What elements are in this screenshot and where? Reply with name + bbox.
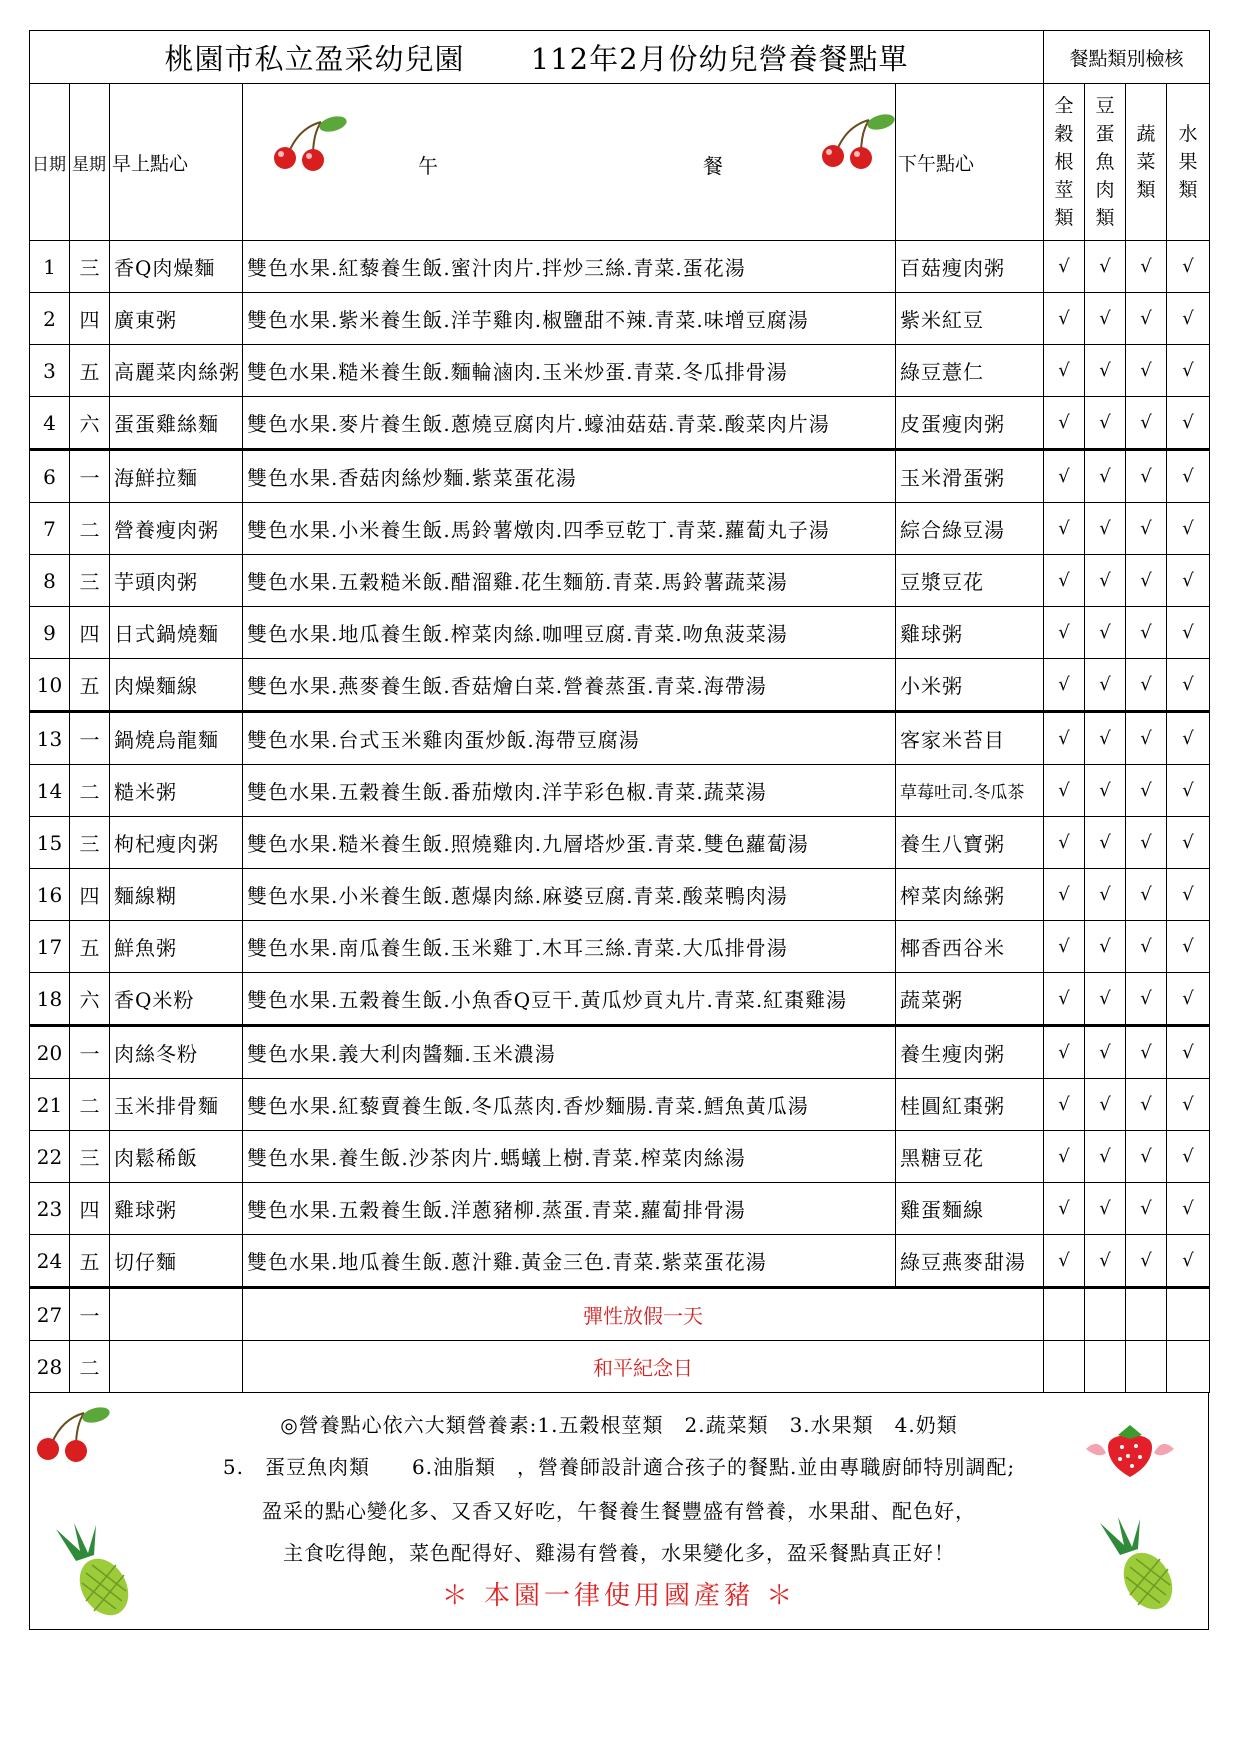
header-lunch-right: 餐 — [703, 154, 723, 178]
table-row — [30, 659, 1210, 712]
row-check-mark: √ — [1085, 765, 1126, 817]
row-lunch: 雙色水果.糙米養生飯.照燒雞肉.九層塔炒蛋.青菜.雙色蘿蔔湯 — [243, 817, 896, 869]
row-check-mark: √ — [1167, 1183, 1210, 1235]
row-check-mark: √ — [1167, 1079, 1210, 1131]
row-check-mark: √ — [1085, 1079, 1126, 1131]
row-check-mark: √ — [1126, 503, 1167, 555]
row-morning-snack: 香Q肉燥麵 — [110, 241, 243, 293]
row-check-mark: √ — [1167, 607, 1210, 659]
row-check-mark: √ — [1167, 1026, 1210, 1079]
row-afternoon-snack: 蔬菜粥 — [896, 973, 1044, 1026]
pineapple-icon — [46, 1521, 136, 1621]
table-row — [30, 712, 1210, 765]
row-morning-snack: 切仔麵 — [110, 1235, 243, 1288]
row-date: 20 — [30, 1026, 70, 1079]
row-check-mark: √ — [1085, 555, 1126, 607]
menu-table — [29, 30, 1210, 1393]
row-lunch: 雙色水果.五穀養生飯.番茄燉肉.洋芋彩色椒.青菜.蔬菜湯 — [243, 765, 896, 817]
row-date: 2 — [30, 293, 70, 345]
row-check-empty — [1167, 1288, 1210, 1341]
row-check-mark: √ — [1126, 1131, 1167, 1183]
row-morning-snack: 枸杞瘦肉粥 — [110, 817, 243, 869]
row-morning-snack — [110, 1341, 243, 1393]
row-lunch: 雙色水果.紫米養生飯.洋芋雞肉.椒鹽甜不辣.青菜.味增豆腐湯 — [243, 293, 896, 345]
row-check-mark: √ — [1085, 397, 1126, 450]
row-afternoon-snack: 百菇瘦肉粥 — [896, 241, 1044, 293]
row-lunch: 雙色水果.糙米養生飯.麵輪滷肉.玉米炒蛋.青菜.冬瓜排骨湯 — [243, 345, 896, 397]
row-weekday: 三 — [70, 555, 110, 607]
table-row — [30, 973, 1210, 1026]
footer-line-3: 盈采的點心變化多、又香又好吃，午餐養生餐豐盛有營養，水果甜、配色好， — [262, 1499, 976, 1523]
row-check-mark: √ — [1167, 659, 1210, 712]
table-row — [30, 607, 1210, 659]
row-afternoon-snack: 雞球粥 — [896, 607, 1044, 659]
row-date: 10 — [30, 659, 70, 712]
row-check-empty — [1126, 1341, 1167, 1393]
table-row — [30, 1079, 1210, 1131]
footer-pork-notice: ＊ 本園一律使用國產豬 ＊ — [441, 1581, 797, 1611]
row-weekday: 五 — [70, 921, 110, 973]
header-afternoon: 下午點心 — [896, 84, 1044, 241]
holiday-label: 彈性放假一天 — [243, 1288, 1044, 1341]
row-check-empty — [1167, 1341, 1210, 1393]
row-afternoon-snack: 養生瘦肉粥 — [896, 1026, 1044, 1079]
row-weekday: 三 — [70, 1131, 110, 1183]
row-lunch: 雙色水果.五穀養生飯.洋蔥豬柳.蒸蛋.青菜.蘿蔔排骨湯 — [243, 1183, 896, 1235]
row-weekday: 二 — [70, 503, 110, 555]
row-check-mark: √ — [1044, 397, 1085, 450]
row-date: 9 — [30, 607, 70, 659]
row-morning-snack: 糙米粥 — [110, 765, 243, 817]
row-check-mark: √ — [1044, 659, 1085, 712]
row-check-mark: √ — [1044, 1026, 1085, 1079]
row-afternoon-snack: 黑糖豆花 — [896, 1131, 1044, 1183]
row-check-mark: √ — [1167, 397, 1210, 450]
cherry-icon — [817, 112, 897, 170]
table-row-holiday — [30, 1288, 1210, 1341]
row-lunch: 雙色水果.香菇肉絲炒麵.紫菜蛋花湯 — [243, 450, 896, 503]
row-check-mark: √ — [1126, 712, 1167, 765]
row-weekday: 二 — [70, 1079, 110, 1131]
row-weekday: 五 — [70, 345, 110, 397]
row-date: 8 — [30, 555, 70, 607]
row-morning-snack: 蛋蛋雞絲麵 — [110, 397, 243, 450]
row-afternoon-snack: 榨菜肉絲粥 — [896, 869, 1044, 921]
row-check-mark: √ — [1085, 450, 1126, 503]
row-check-mark: √ — [1085, 293, 1126, 345]
row-check-mark: √ — [1126, 1235, 1167, 1288]
row-morning-snack: 海鮮拉麵 — [110, 450, 243, 503]
row-afternoon-snack: 綠豆薏仁 — [896, 345, 1044, 397]
row-date: 21 — [30, 1079, 70, 1131]
table-row — [30, 241, 1210, 293]
row-check-mark: √ — [1126, 973, 1167, 1026]
row-date: 22 — [30, 1131, 70, 1183]
row-weekday: 六 — [70, 973, 110, 1026]
cherry-icon — [32, 1405, 112, 1463]
table-row — [30, 921, 1210, 973]
school-name: 桃園市私立盈采幼兒園 — [164, 41, 465, 76]
footer-line-4: 主食吃得飽，菜色配得好、雞湯有營養，水果變化多，盈采餐點真正好！ — [283, 1541, 955, 1565]
header-cat-grains: 全 穀 根 莖 類 — [1044, 84, 1085, 241]
row-check-mark: √ — [1085, 345, 1126, 397]
row-morning-snack: 麵線糊 — [110, 869, 243, 921]
cherry-icon — [269, 114, 349, 172]
row-weekday: 二 — [70, 765, 110, 817]
row-date: 27 — [30, 1288, 70, 1341]
row-check-mark: √ — [1044, 1235, 1085, 1288]
row-weekday: 二 — [70, 1341, 110, 1393]
row-afternoon-snack: 草莓吐司.冬瓜茶 — [896, 765, 1044, 817]
row-afternoon-snack: 小米粥 — [896, 659, 1044, 712]
row-afternoon-snack: 玉米滑蛋粥 — [896, 450, 1044, 503]
row-lunch: 雙色水果.小米養生飯.蔥爆肉絲.麻婆豆腐.青菜.酸菜鴨肉湯 — [243, 869, 896, 921]
row-morning-snack: 香Q米粉 — [110, 973, 243, 1026]
row-check-mark: √ — [1167, 869, 1210, 921]
header-date: 日期 — [30, 84, 70, 241]
row-date: 3 — [30, 345, 70, 397]
table-row — [30, 345, 1210, 397]
row-morning-snack: 肉鬆稀飯 — [110, 1131, 243, 1183]
row-weekday: 四 — [70, 869, 110, 921]
row-check-mark: √ — [1126, 869, 1167, 921]
table-row — [30, 869, 1210, 921]
table-row — [30, 817, 1210, 869]
row-check-mark: √ — [1126, 450, 1167, 503]
row-check-mark: √ — [1044, 1183, 1085, 1235]
row-morning-snack: 肉燥麵線 — [110, 659, 243, 712]
row-date: 15 — [30, 817, 70, 869]
header-lunch — [243, 84, 896, 241]
row-check-mark: √ — [1085, 659, 1126, 712]
row-check-mark: √ — [1167, 1235, 1210, 1288]
row-date: 23 — [30, 1183, 70, 1235]
row-check-mark: √ — [1085, 241, 1126, 293]
header-morning: 早上點心 — [110, 84, 243, 241]
row-check-mark: √ — [1167, 1131, 1210, 1183]
row-check-empty — [1085, 1288, 1126, 1341]
table-row — [30, 555, 1210, 607]
row-check-mark: √ — [1085, 921, 1126, 973]
row-date: 18 — [30, 973, 70, 1026]
menu-sheet — [29, 30, 1209, 1630]
row-check-mark: √ — [1167, 345, 1210, 397]
row-morning-snack: 鮮魚粥 — [110, 921, 243, 973]
row-check-mark: √ — [1167, 973, 1210, 1026]
row-date: 7 — [30, 503, 70, 555]
row-lunch: 雙色水果.地瓜養生飯.蔥汁雞.黃金三色.青菜.紫菜蛋花湯 — [243, 1235, 896, 1288]
row-check-mark: √ — [1044, 555, 1085, 607]
row-weekday: 一 — [70, 1026, 110, 1079]
row-afternoon-snack: 紫米紅豆 — [896, 293, 1044, 345]
row-check-empty — [1044, 1341, 1085, 1393]
row-check-mark: √ — [1044, 607, 1085, 659]
row-check-mark: √ — [1126, 1183, 1167, 1235]
row-morning-snack: 玉米排骨麵 — [110, 1079, 243, 1131]
row-check-mark: √ — [1126, 241, 1167, 293]
table-row — [30, 1235, 1210, 1288]
row-morning-snack: 雞球粥 — [110, 1183, 243, 1235]
row-weekday: 四 — [70, 293, 110, 345]
row-morning-snack: 鍋燒烏龍麵 — [110, 712, 243, 765]
row-weekday: 五 — [70, 659, 110, 712]
row-date: 24 — [30, 1235, 70, 1288]
row-weekday: 四 — [70, 607, 110, 659]
row-check-mark: √ — [1085, 1131, 1126, 1183]
row-lunch: 雙色水果.燕麥養生飯.香菇燴白菜.營養蒸蛋.青菜.海帶湯 — [243, 659, 896, 712]
row-afternoon-snack: 綠豆燕麥甜湯 — [896, 1235, 1044, 1288]
row-check-mark: √ — [1044, 712, 1085, 765]
row-check-mark: √ — [1044, 869, 1085, 921]
row-date: 13 — [30, 712, 70, 765]
row-check-mark: √ — [1044, 450, 1085, 503]
header-cat-vegetables: 蔬 菜 類 — [1126, 84, 1167, 241]
row-check-mark: √ — [1044, 1079, 1085, 1131]
menu-rows — [30, 241, 1210, 1393]
row-check-mark: √ — [1167, 241, 1210, 293]
row-check-mark: √ — [1126, 1026, 1167, 1079]
row-check-mark: √ — [1085, 973, 1126, 1026]
row-lunch: 雙色水果.地瓜養生飯.榨菜肉絲.咖哩豆腐.青菜.吻魚菠菜湯 — [243, 607, 896, 659]
row-date: 14 — [30, 765, 70, 817]
row-morning-snack: 芋頭肉粥 — [110, 555, 243, 607]
row-check-mark: √ — [1167, 503, 1210, 555]
row-check-mark: √ — [1044, 503, 1085, 555]
row-check-mark: √ — [1126, 555, 1167, 607]
row-check-mark: √ — [1085, 607, 1126, 659]
row-weekday: 六 — [70, 397, 110, 450]
row-morning-snack: 肉絲冬粉 — [110, 1026, 243, 1079]
table-row — [30, 1183, 1210, 1235]
footer-line-2: 5. 蛋豆魚肉類 6.油脂類 ，營養師設計適合孩子的餐點.並由專職廚師特別調配; — [222, 1455, 1016, 1479]
table-row — [30, 765, 1210, 817]
table-row — [30, 1026, 1210, 1079]
row-lunch: 雙色水果.南瓜養生飯.玉米雞丁.木耳三絲.青菜.大瓜排骨湯 — [243, 921, 896, 973]
row-check-mark: √ — [1126, 659, 1167, 712]
row-date: 1 — [30, 241, 70, 293]
row-lunch: 雙色水果.台式玉米雞肉蛋炒飯.海帶豆腐湯 — [243, 712, 896, 765]
row-check-mark: √ — [1167, 712, 1210, 765]
row-check-mark: √ — [1085, 712, 1126, 765]
row-weekday: 三 — [70, 817, 110, 869]
menu-month-title: 112年2月份幼兒營養餐點單 — [530, 41, 909, 76]
row-check-mark: √ — [1044, 1131, 1085, 1183]
row-afternoon-snack: 養生八寶粥 — [896, 817, 1044, 869]
table-row — [30, 293, 1210, 345]
strawberry-icon — [1080, 1419, 1180, 1479]
row-check-mark: √ — [1126, 397, 1167, 450]
row-check-mark: √ — [1044, 765, 1085, 817]
row-check-mark: √ — [1085, 817, 1126, 869]
row-lunch: 雙色水果.五穀糙米飯.醋溜雞.花生麵筋.青菜.馬鈴薯蔬菜湯 — [243, 555, 896, 607]
holiday-label: 和平紀念日 — [243, 1341, 1044, 1393]
row-lunch: 雙色水果.養生飯.沙茶肉片.螞蟻上樹.青菜.榨菜肉絲湯 — [243, 1131, 896, 1183]
table-row — [30, 1131, 1210, 1183]
table-row-holiday — [30, 1341, 1210, 1393]
row-lunch: 雙色水果.麥片養生飯.蔥燒豆腐肉片.蠔油菇菇.青菜.酸菜肉片湯 — [243, 397, 896, 450]
row-date: 28 — [30, 1341, 70, 1393]
row-date: 16 — [30, 869, 70, 921]
row-check-mark: √ — [1085, 1026, 1126, 1079]
row-date: 17 — [30, 921, 70, 973]
row-check-mark: √ — [1167, 817, 1210, 869]
row-check-mark: √ — [1167, 765, 1210, 817]
pineapple-icon — [1090, 1515, 1180, 1615]
row-morning-snack: 營養瘦肉粥 — [110, 503, 243, 555]
row-lunch: 雙色水果.紅藜賣養生飯.冬瓜蒸肉.香炒麵腸.青菜.鱈魚黃瓜湯 — [243, 1079, 896, 1131]
footer-notes — [29, 1393, 1209, 1630]
row-check-mark: √ — [1044, 345, 1085, 397]
row-check-mark: √ — [1167, 293, 1210, 345]
table-row — [30, 503, 1210, 555]
header-cat-protein: 豆 蛋 魚 肉 類 — [1085, 84, 1126, 241]
row-weekday: 四 — [70, 1183, 110, 1235]
row-check-mark: √ — [1167, 450, 1210, 503]
row-check-mark: √ — [1126, 1079, 1167, 1131]
row-check-mark: √ — [1126, 921, 1167, 973]
row-check-mark: √ — [1167, 555, 1210, 607]
row-morning-snack: 廣東粥 — [110, 293, 243, 345]
row-check-mark: √ — [1085, 1183, 1126, 1235]
row-check-empty — [1085, 1341, 1126, 1393]
table-row — [30, 450, 1210, 503]
row-check-mark: √ — [1044, 817, 1085, 869]
header-cat-fruits: 水 果 類 — [1167, 84, 1210, 241]
row-date: 6 — [30, 450, 70, 503]
check-title: 餐點類別檢核 — [1044, 31, 1210, 84]
row-check-mark: √ — [1085, 1235, 1126, 1288]
row-check-mark: √ — [1085, 503, 1126, 555]
row-afternoon-snack: 雞蛋麵線 — [896, 1183, 1044, 1235]
row-check-empty — [1126, 1288, 1167, 1341]
footer-line-1: ◎營養點心依六大類營養素:1.五穀根莖類 2.蔬菜類 3.水果類 4.奶類 — [280, 1413, 958, 1437]
row-weekday: 五 — [70, 1235, 110, 1288]
row-afternoon-snack: 豆漿豆花 — [896, 555, 1044, 607]
row-lunch: 雙色水果.五穀養生飯.小魚香Q豆干.黃瓜炒貢丸片.青菜.紅棗雞湯 — [243, 973, 896, 1026]
row-check-mark: √ — [1126, 345, 1167, 397]
row-check-mark: √ — [1044, 293, 1085, 345]
row-check-empty — [1044, 1288, 1085, 1341]
row-lunch: 雙色水果.紅藜養生飯.蜜汁肉片.拌炒三絲.青菜.蛋花湯 — [243, 241, 896, 293]
header-lunch-left: 午 — [418, 154, 438, 178]
row-weekday: 一 — [70, 1288, 110, 1341]
row-weekday: 三 — [70, 241, 110, 293]
row-date: 4 — [30, 397, 70, 450]
row-weekday: 一 — [70, 712, 110, 765]
row-check-mark: √ — [1126, 765, 1167, 817]
row-check-mark: √ — [1044, 973, 1085, 1026]
row-lunch: 雙色水果.義大利肉醬麵.玉米濃湯 — [243, 1026, 896, 1079]
row-check-mark: √ — [1126, 817, 1167, 869]
row-afternoon-snack: 皮蛋瘦肉粥 — [896, 397, 1044, 450]
row-morning-snack — [110, 1288, 243, 1341]
table-row — [30, 397, 1210, 450]
row-weekday: 一 — [70, 450, 110, 503]
row-check-mark: √ — [1167, 921, 1210, 973]
row-check-mark: √ — [1126, 607, 1167, 659]
header-weekday: 星期 — [70, 84, 110, 241]
row-afternoon-snack: 綜合綠豆湯 — [896, 503, 1044, 555]
page-title — [30, 31, 1044, 84]
row-check-mark: √ — [1126, 293, 1167, 345]
row-morning-snack: 日式鍋燒麵 — [110, 607, 243, 659]
row-check-mark: √ — [1085, 869, 1126, 921]
row-afternoon-snack: 桂圓紅棗粥 — [896, 1079, 1044, 1131]
row-check-mark: √ — [1044, 921, 1085, 973]
row-afternoon-snack: 客家米苔目 — [896, 712, 1044, 765]
row-afternoon-snack: 椰香西谷米 — [896, 921, 1044, 973]
row-check-mark: √ — [1044, 241, 1085, 293]
row-morning-snack: 高麗菜肉絲粥 — [110, 345, 243, 397]
row-lunch: 雙色水果.小米養生飯.馬鈴薯燉肉.四季豆乾丁.青菜.蘿蔔丸子湯 — [243, 503, 896, 555]
